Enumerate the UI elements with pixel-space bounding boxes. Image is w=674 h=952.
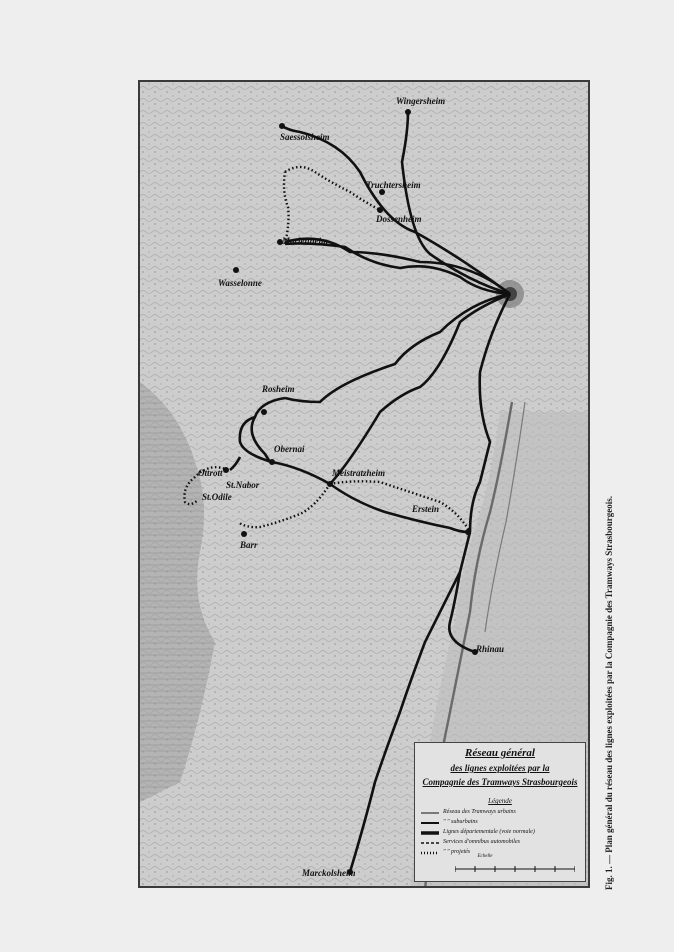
- legend-item-label: " " suburbains: [443, 819, 478, 825]
- legend-item: [421, 829, 581, 837]
- town-label: Erstein: [412, 504, 440, 514]
- legend-item-label: Lignes départementale (voie normale): [443, 829, 535, 835]
- town-label: Ottrott: [198, 468, 223, 478]
- figure-caption: Fig. 1. — Plan général du réseau des lignes exploitées par la Compagnie des Tramways Strasbourgeois.: [604, 495, 614, 890]
- legend-item-label: " " projetés: [443, 849, 471, 855]
- legend-item-label: Services d'omnibus automobiles: [443, 839, 520, 845]
- legend-item: [421, 819, 581, 827]
- town-label: Rosheim: [262, 384, 295, 394]
- town-label: Truchtersheim: [366, 180, 421, 190]
- town-label: Meistratzheim: [332, 468, 386, 478]
- town-label: Saessolsheim: [280, 132, 330, 142]
- legend-subtitle: des lignes exploitées par la: [450, 763, 550, 773]
- town-label: St.Nabor: [226, 480, 260, 490]
- town-label: Wingersheim: [396, 96, 446, 106]
- town-label: Wasselonne: [218, 278, 262, 288]
- town-label: Dossenheim: [376, 214, 422, 224]
- scale-bar: [455, 861, 575, 875]
- scale-label: Echelle: [477, 854, 493, 859]
- town-label: Obernai: [274, 444, 305, 454]
- legend-title: Réseau général: [465, 747, 535, 759]
- town-label: Barr: [240, 540, 258, 550]
- town-label: Rhinau: [476, 644, 505, 654]
- legend-subtitle: Compagnie des Tramways Strasbourgeois: [422, 777, 578, 787]
- legend-heading: Légende: [488, 797, 512, 805]
- legend-item: [421, 809, 581, 817]
- map-legend: [414, 742, 586, 882]
- town-label: St.Odile: [202, 492, 232, 502]
- legend-item-label: Réseau des Tramways urbains: [443, 809, 516, 815]
- legend-item: [421, 839, 581, 847]
- town-label: Marlenheim: [282, 236, 329, 246]
- town-label: Marckolsheim: [302, 868, 356, 878]
